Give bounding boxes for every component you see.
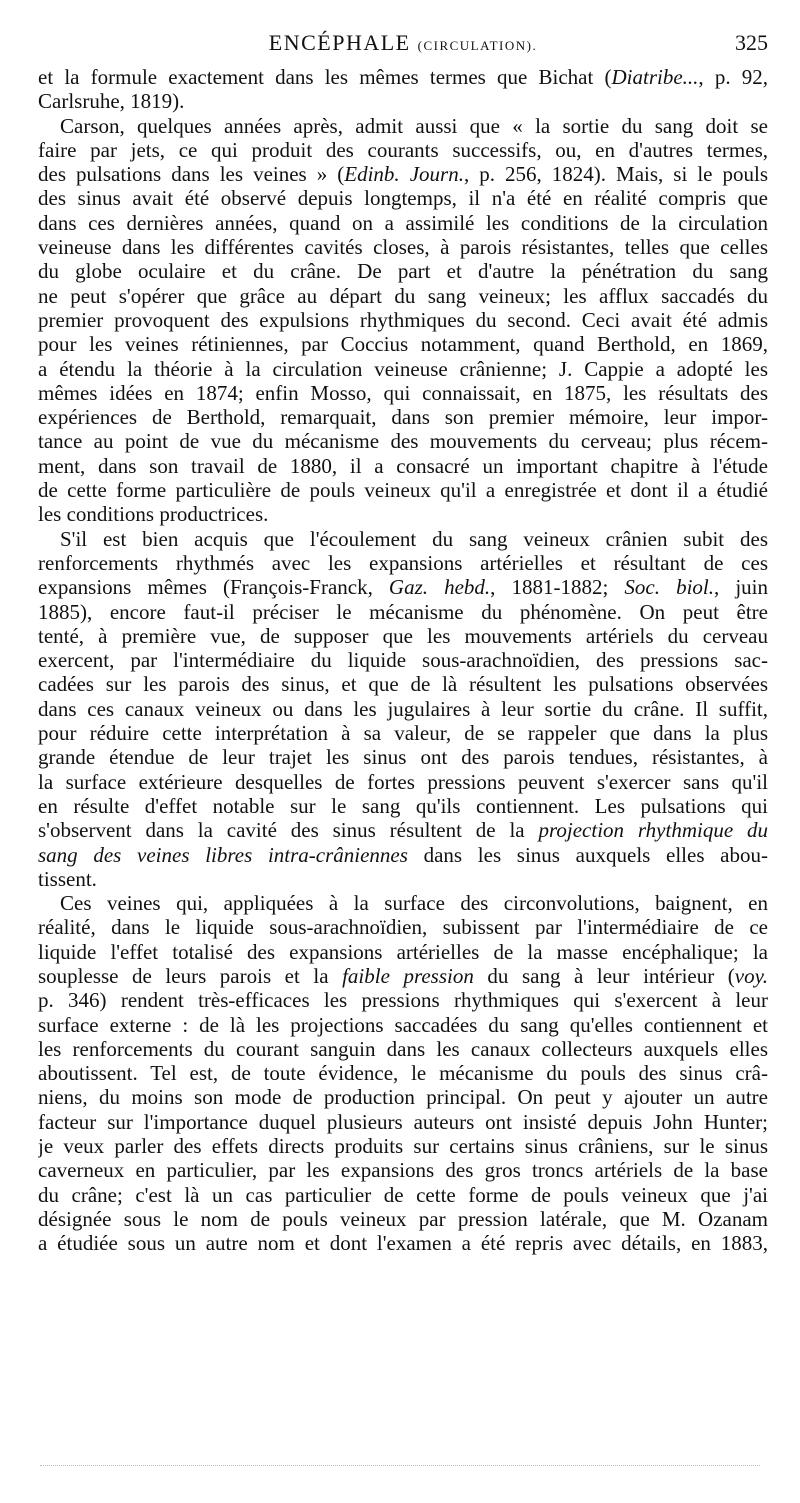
text-line: veineuse dans les différentes cavités closes, à parois résistantes, telles que celles <box>38 235 768 260</box>
text-line: a étudiée sous un autre nom et dont l'examen a été repris avec détails, en 1883, <box>38 1231 768 1256</box>
text-line: cadées sur les parois des sinus, et que de là résultent les pulsations observées <box>38 672 768 697</box>
text-line: s'observent dans la cavité des sinus résultent de la projection rhythmique du <box>38 818 768 843</box>
text-line: désignée sous le nom de pouls veineux par pression latérale, que M. Ozanam <box>38 1206 768 1231</box>
text-line: souplesse de leurs parois et la faible pression du sang à leur intérieur (voy. <box>38 963 768 988</box>
text-line: tance au point de vue du mécanisme des mouvements du cerveau; plus récem- <box>38 429 768 454</box>
text-line: expansions mêmes (François-Franck, Gaz. hebd., 1881-1882; Soc. biol., juin <box>38 575 768 600</box>
text-line: sang des veines libres intra-crâniennes dans les sinus auxquels elles abou- <box>38 842 768 867</box>
running-title-main: ENCÉPHALE <box>268 30 411 55</box>
text-line: ment, dans son travail de 1880, il a consacré un important chapitre à l'étude <box>38 453 768 478</box>
running-title <box>38 30 768 56</box>
text-line: en résulte d'effet notable sur le sang qu'ils contiennent. Les pulsations qui <box>38 793 768 818</box>
text-line: expériences de Berthold, remarquait, dans son premier mémoire, leur impor- <box>38 405 768 430</box>
text-line: Ces veines qui, appliquées à la surface des circonvolutions, baignent, en <box>60 891 768 916</box>
text-line: p. 346) rendent très-efficaces les pressions rhythmiques qui s'exercent à leur <box>38 988 768 1013</box>
text-line: Carlsruhe, 1819). <box>38 89 185 114</box>
text-line: tenté, à première vue, de supposer que les mouvements artériels du cerveau <box>38 623 768 648</box>
text-line: renforcements rhythmés avec les expansions artérielles et résultant de ces <box>38 550 768 575</box>
text-line: aboutissent. Tel est, de toute évidence, le mécanisme du pouls des sinus crâ- <box>38 1061 768 1086</box>
text-line: premier provoquent des expulsions rhythmiques du second. Ceci avait été admis <box>38 307 768 332</box>
text-line: je veux parler des effets directs produits sur certains sinus crâniens, sur le sinus <box>38 1134 768 1159</box>
text-line: dans ces canaux veineux ou dans les jugulaires à leur sortie du crâne. Il suffit, <box>38 696 768 721</box>
text-line: faire par jets, ce qui produit des courants successifs, ou, en d'autres termes, <box>38 137 768 162</box>
text-line: réalité, dans le liquide sous-arachnoïdien, subissent par l'intermédiaire de ce <box>38 915 768 940</box>
running-head <box>38 18 768 58</box>
bottom-rule <box>40 1465 760 1470</box>
text-line: exercent, par l'intermédiaire du liquide sous-arachnoïdien, des pressions sac- <box>38 648 768 673</box>
text-line: mêmes idées en 1874; enfin Mosso, qui connaissait, en 1875, les résultats des <box>38 380 768 405</box>
text-line: a étendu la théorie à la circulation veineuse crânienne; J. Cappie a adopté les <box>38 356 768 381</box>
text-line: S'il est bien acquis que l'écoulement du sang veineux crânien subit des <box>60 526 768 551</box>
text-line: de cette forme particulière de pouls veineux qu'il a enregistrée et dont il a étudié <box>38 478 768 503</box>
text-line: grande étendue de leur trajet les sinus ont des parois tendues, résistantes, à <box>38 745 768 770</box>
text-line: niens, du moins son mode de production principal. On peut y ajouter un autre <box>38 1085 768 1110</box>
page-number: 325 <box>735 30 768 55</box>
running-title-subtitle: (CIRCULATION). <box>417 38 538 53</box>
text-line: ne peut s'opérer que grâce au départ du sang veineux; les afflux saccadés du <box>38 283 768 308</box>
text-line: les renforcements du courant sanguin dans les canaux collecteurs auxquels elles <box>38 1036 768 1061</box>
text-line: des pulsations dans les veines » (Edinb. Journ., p. 256, 1824). Mais, si le pouls <box>38 162 768 187</box>
text-line: liquide l'effet totalisé des expansions artérielles de la masse encéphalique; la <box>38 939 768 964</box>
text-line: tissent. <box>38 866 97 891</box>
text-line: du globe oculaire et du crâne. De part et d'autre la pénétration du sang <box>38 259 768 284</box>
body-text <box>38 65 768 1256</box>
text-line: dans ces dernières années, quand on a assimilé les conditions de la circulation <box>38 210 768 235</box>
text-line: les conditions productrices. <box>38 502 269 527</box>
text-line: pour réduire cette interprétation à sa valeur, de se rappeler que dans la plus <box>38 721 768 746</box>
text-line: et la formule exactement dans les mêmes termes que Bichat (Diatribe..., p. 92, <box>38 65 768 89</box>
text-line: pour les veines rétiniennes, par Coccius notamment, quand Berthold, en 1869, <box>38 332 768 357</box>
text-line: des sinus avait été observé depuis longtemps, il n'a été en réalité compris que <box>38 186 768 211</box>
text-line: 1885), encore faut-il préciser le mécanisme du phénomène. On peut être <box>38 599 768 624</box>
text-line: la surface extérieure desquelles de fortes pressions peuvent s'exercer sans qu'il <box>38 769 768 794</box>
text-line: surface externe : de là les projections saccadées du sang qu'elles contiennent et <box>38 1012 768 1037</box>
text-line: facteur sur l'importance duquel plusieurs auteurs ont insisté depuis John Hunter; <box>38 1109 768 1134</box>
text-line: Carson, quelques années après, admit aussi que « la sortie du sang doit se <box>60 113 768 138</box>
text-line: du crâne; c'est là un cas particulier de cette forme de pouls veineux que j'ai <box>38 1182 768 1207</box>
text-line: caverneux en particulier, par les expansions des gros troncs artériels de la base <box>38 1158 768 1183</box>
